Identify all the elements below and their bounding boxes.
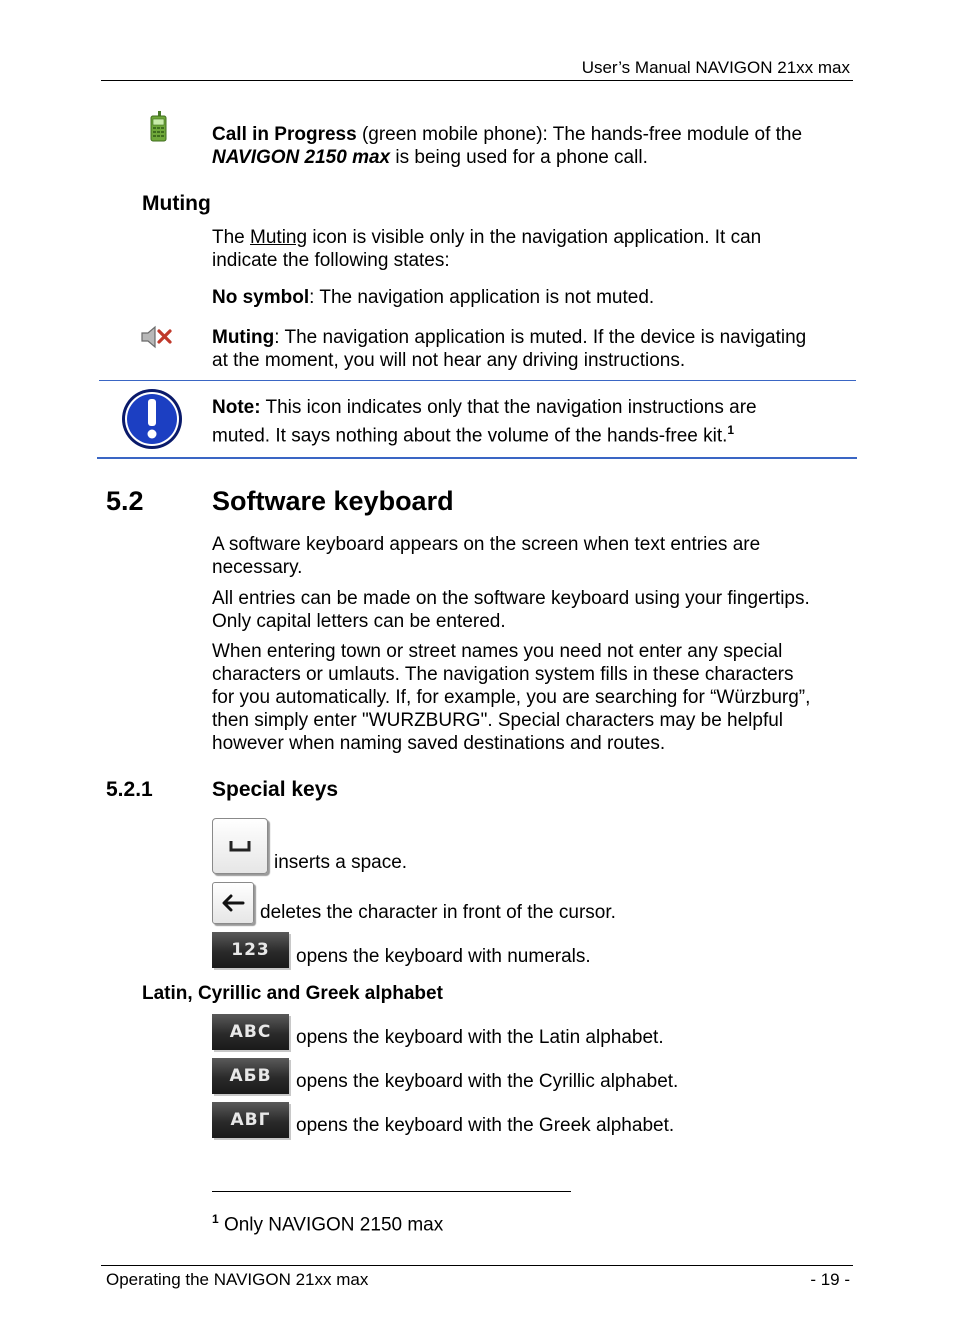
space-key-description: inserts a space.: [274, 852, 408, 873]
note-paragraph: [212, 396, 852, 447]
alphabet-heading: Latin, Cyrillic and Greek alphabet: [142, 983, 443, 1004]
speaker-muted-icon: [140, 324, 174, 350]
muting-term: Muting: [212, 327, 275, 348]
green-mobile-phone-icon: [149, 111, 169, 142]
exclamation-icon: [120, 387, 184, 451]
latin-key-description: opens the keyboard with the Latin alphabet.: [296, 1027, 664, 1048]
greek-key-description: opens the keyboard with the Greek alphabet.: [296, 1115, 675, 1136]
no-symbol-text: : The navigation application is not muted.: [309, 287, 655, 308]
p3-line-5: however when naming saved destinations and routes.: [212, 733, 666, 754]
section-number: 5.2: [106, 486, 144, 516]
space-key-icon[interactable]: [212, 818, 268, 874]
call-text-2: is being used for a phone call.: [390, 147, 648, 168]
p3-line-4: then simply enter "WURZBURG". Special characters may be helpful: [212, 710, 784, 731]
muting-intro-line1: icon is visible only in the navigation application. It can: [307, 227, 762, 248]
p2-line-1: All entries can be made on the software keyboard using your fingertips.: [212, 588, 810, 609]
muting-intro: [212, 226, 852, 272]
note-bottom-rule: [97, 457, 857, 459]
muting-heading: Muting: [142, 192, 211, 215]
note-line-2: muted. It says nothing about the volume of the hands-free kit.: [212, 425, 728, 447]
footer-rule: [101, 1265, 853, 1266]
note-term: Note:: [212, 397, 261, 418]
section-paragraph-2: [212, 587, 862, 633]
section-title: Software keyboard: [212, 486, 454, 516]
p1-line-2: necessary.: [212, 557, 303, 578]
footnote-text: Only NAVIGON 2150 max: [218, 1214, 444, 1236]
call-term: Call in Progress: [212, 124, 357, 145]
muting-line-2: at the moment, you will not hear any driving instructions.: [212, 350, 686, 371]
note-top-rule: [99, 380, 856, 381]
footnote-mark: 1: [212, 1212, 219, 1226]
subsection-title: Special keys: [212, 778, 339, 801]
note-footnote-ref[interactable]: 1: [727, 423, 735, 437]
footnote-rule: [212, 1191, 571, 1192]
p1-line-1: A software keyboard appears on the screen when text entries are: [212, 534, 761, 555]
page-header-title: User’s Manual NAVIGON 21xx max: [581, 58, 850, 77]
backspace-key-description: deletes the character in front of the cursor.: [260, 902, 616, 923]
p3-line-3: for you automatically. If, for example, you are searching for “Würzburg”,: [212, 687, 811, 708]
muting-link[interactable]: Muting: [250, 227, 308, 248]
p2-line-2: Only capital letters can be entered.: [212, 611, 506, 632]
numerals-key-description: opens the keyboard with numerals.: [296, 946, 591, 967]
note-line-1: This icon indicates only that the navigation instructions are: [260, 397, 757, 418]
header-rule: [101, 80, 853, 81]
footer-left: Operating the NAVIGON 21xx max: [106, 1270, 369, 1289]
no-symbol-paragraph: [212, 286, 654, 309]
no-symbol-term: No symbol: [212, 287, 310, 308]
muting-intro-line2: indicate the following states:: [212, 250, 450, 271]
call-text-1: (green mobile phone): The hands-free module of the: [356, 124, 803, 145]
p3-line-2: characters or umlauts. The navigation system fills in these characters: [212, 664, 794, 685]
cyrillic-key-description: opens the keyboard with the Cyrillic alphabet.: [296, 1071, 679, 1092]
footnote: [212, 1208, 443, 1236]
muting-intro-pre: The: [212, 227, 251, 248]
cyrillic-key[interactable]: АБВ: [212, 1058, 289, 1094]
section-paragraph-1: [212, 533, 852, 579]
p3-line-1: When entering town or street names you need not enter any special: [212, 641, 783, 662]
call-product: NAVIGON 2150 max: [212, 147, 391, 168]
backspace-arrow-icon[interactable]: [212, 882, 254, 924]
latin-key[interactable]: ABC: [212, 1014, 289, 1050]
muting-state-paragraph: [212, 326, 852, 372]
subsection-number: 5.2.1: [106, 778, 153, 801]
page-number: - 19 -: [810, 1270, 850, 1289]
section-paragraph-3: [212, 640, 862, 755]
numerals-key[interactable]: 123: [212, 932, 289, 968]
greek-key[interactable]: ΑΒΓ: [212, 1102, 289, 1138]
call-in-progress-paragraph: [212, 123, 852, 169]
muting-line-1: : The navigation application is muted. If the device is navigating: [274, 327, 807, 348]
